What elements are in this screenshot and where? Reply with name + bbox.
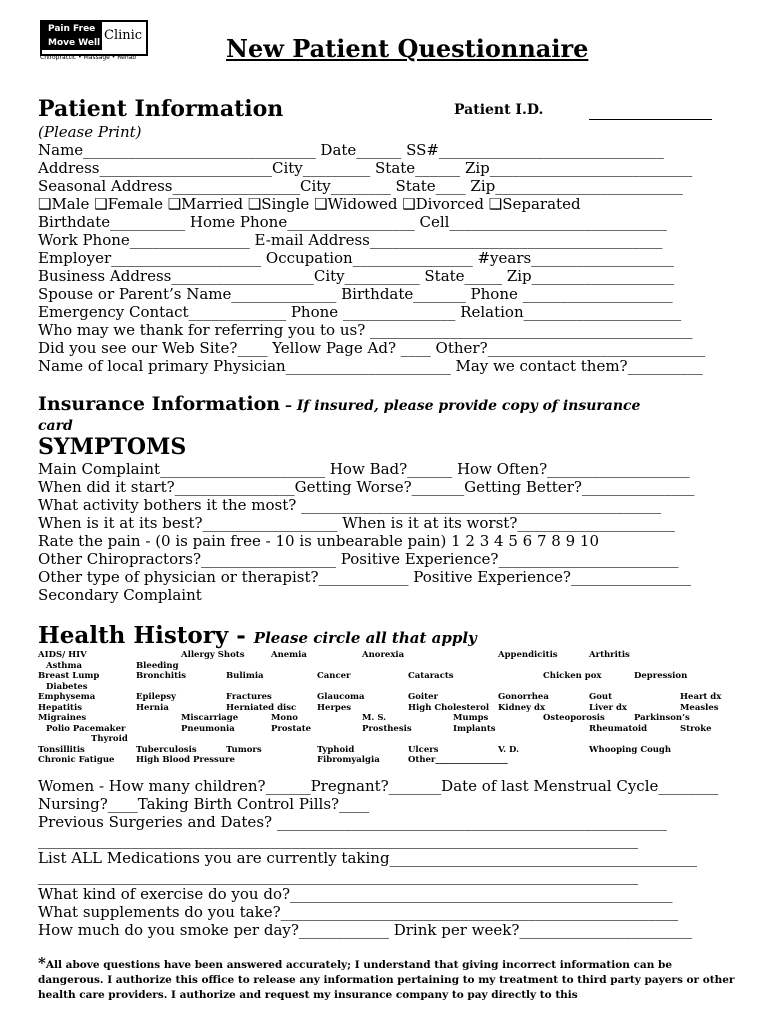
- smoke-drink-line[interactable]: How much do you smoke per day?____________ Drink per week?_______________________: [38, 921, 692, 939]
- condition-emphysema[interactable]: Emphysema: [38, 692, 96, 702]
- secondary-complaint-line[interactable]: Secondary Complaint: [38, 586, 202, 604]
- condition-mono[interactable]: Mono: [271, 713, 298, 723]
- condition-high-cholesterol[interactable]: High Cholesterol: [408, 703, 490, 713]
- other-physician-line[interactable]: Other type of physician or therapist?____________ Positive Experience?________________: [38, 568, 691, 586]
- medications-line[interactable]: List ALL Medications you are currently taking_________________________________________: [38, 849, 698, 867]
- condition-polio-pacemaker[interactable]: Polio Pacemaker: [46, 724, 126, 734]
- condition-herpes[interactable]: Herpes: [317, 703, 352, 713]
- condition-osteoporosis[interactable]: Osteoporosis: [543, 713, 605, 723]
- condition-ms[interactable]: M. S.: [362, 713, 387, 723]
- condition-pneumonia[interactable]: Pneumonia: [181, 724, 235, 734]
- women-line[interactable]: Women - How many children?______Pregnant?_______Date of last Menstrual Cycle________: [38, 777, 719, 795]
- condition-liver-dx[interactable]: Liver dx: [589, 703, 628, 713]
- business-address-line[interactable]: Business Address___________________City__________ State_____ Zip___________________: [38, 267, 675, 285]
- condition-herniated-disc[interactable]: Herniated disc: [226, 703, 297, 713]
- condition-cancer[interactable]: Cancer: [317, 671, 351, 681]
- medications-line-2[interactable]: ________________________________________________________________________________: [38, 867, 638, 885]
- exercise-line[interactable]: What kind of exercise do you do?___________________________________________________: [38, 885, 673, 903]
- condition-goiter[interactable]: Goiter: [408, 692, 438, 702]
- condition-vd[interactable]: V. D.: [498, 745, 520, 755]
- condition-cataracts[interactable]: Cataracts: [408, 671, 454, 681]
- employer-line[interactable]: Employer____________________ Occupation________________ #years___________________: [38, 249, 674, 267]
- physician-line[interactable]: Name of local primary Physician______________________ May we contact them?__________: [38, 357, 703, 375]
- health-history-title: Health History -: [38, 622, 254, 649]
- condition-prostate[interactable]: Prostate: [271, 724, 312, 734]
- condition-other[interactable]: Other_________________: [408, 755, 508, 765]
- insurance-heading: [38, 393, 640, 415]
- website-line[interactable]: Did you see our Web Site?____ Yellow Page Ad? ____ Other?_____________________________: [38, 339, 706, 357]
- condition-breast-lump[interactable]: Breast Lump: [38, 671, 100, 681]
- condition-allergy-shots[interactable]: Allergy Shots: [181, 650, 245, 660]
- condition-glaucoma[interactable]: Glaucoma: [317, 692, 365, 702]
- seasonal-address-line[interactable]: Seasonal Address_________________City________ State____ Zip_________________________: [38, 177, 683, 195]
- condition-anemia[interactable]: Anemia: [271, 650, 307, 660]
- health-history-heading: [38, 622, 477, 649]
- gender-marital-checkboxes[interactable]: ❑Male ❑Female ❑Married ❑Single ❑Widowed ❑Divorced ❑Separated: [38, 195, 581, 213]
- condition-fibromyalgia[interactable]: Fibromyalgia: [317, 755, 380, 765]
- logo-clinic: Clinic: [104, 28, 143, 43]
- pain-rating-line[interactable]: Rate the pain - (0 is pain free - 10 is unbearable pain) 1 2 3 4 5 6 7 8 9 10: [38, 532, 600, 550]
- name-line[interactable]: Name_______________________________ Date______ SS#______________________________: [38, 141, 664, 159]
- clinic-logo: [40, 20, 150, 64]
- condition-parkinsons[interactable]: Parkinson’s: [634, 713, 690, 723]
- footer-statement: All above questions have been answered accurately; I understand that giving incorrect information can be dangerous. I authorize this office to release any information pertaining to my treatment to third party payers or other health care providers. I authorize and request my insurance company to pay directly to this: [38, 959, 735, 1001]
- logo-line1: Pain Free: [48, 24, 96, 34]
- condition-chronic-fatigue[interactable]: Chronic Fatigue: [38, 755, 115, 765]
- condition-miscarriage[interactable]: Miscarriage: [181, 713, 239, 723]
- logo-line2: Move Well: [48, 38, 101, 48]
- address-line[interactable]: Address_______________________City_________ State______ Zip___________________________: [38, 159, 693, 177]
- symptoms-heading: SYMPTOMS: [38, 434, 187, 460]
- insurance-title: Insurance Information: [38, 393, 281, 415]
- logo-tagline: Chiropractic • Massage • Rehab: [40, 54, 137, 61]
- condition-arthritis[interactable]: Arthritis: [589, 650, 630, 660]
- footer-star: *: [38, 954, 46, 972]
- condition-gonorrhea[interactable]: Gonorrhea: [498, 692, 549, 702]
- condition-whooping-cough[interactable]: Whooping Cough: [589, 745, 672, 755]
- condition-anorexia[interactable]: Anorexia: [362, 650, 405, 660]
- supplements-line[interactable]: What supplements do you take?_____________________________________________________: [38, 903, 679, 921]
- condition-fractures[interactable]: Fractures: [226, 692, 272, 702]
- condition-kidney-dx[interactable]: Kidney dx: [498, 703, 546, 713]
- condition-aids[interactable]: AIDS/ HIV: [38, 650, 87, 660]
- condition-thyroid[interactable]: Thyroid: [91, 734, 128, 744]
- condition-hernia[interactable]: Hernia: [136, 703, 169, 713]
- condition-tumors[interactable]: Tumors: [226, 745, 262, 755]
- condition-bleeding[interactable]: Bleeding: [136, 661, 179, 671]
- please-print-note: (Please Print): [38, 123, 142, 141]
- authorization-text: [38, 956, 738, 1003]
- condition-depression[interactable]: Depression: [634, 671, 688, 681]
- condition-appendicitis[interactable]: Appendicitis: [498, 650, 558, 660]
- condition-rheumatoid[interactable]: Rheumatoid: [589, 724, 648, 734]
- condition-asthma[interactable]: Asthma: [46, 661, 82, 671]
- patient-id-field[interactable]: [589, 119, 712, 120]
- patient-id-label: Patient I.D.: [454, 102, 544, 118]
- page-title: New Patient Questionnaire: [226, 34, 589, 63]
- surgeries-line[interactable]: Previous Surgeries and Dates? ____________________________________________________: [38, 813, 667, 831]
- condition-chicken-pox[interactable]: Chicken pox: [543, 671, 602, 681]
- condition-implants[interactable]: Implants: [453, 724, 496, 734]
- main-complaint-line[interactable]: Main Complaint______________________ How Bad?______ How Often?___________________: [38, 460, 690, 478]
- condition-bronchitis[interactable]: Bronchitis: [136, 671, 187, 681]
- activity-line[interactable]: What activity bothers it the most? ________________________________________________: [38, 496, 662, 514]
- condition-tuberculosis[interactable]: Tuberculosis: [136, 745, 197, 755]
- condition-stroke[interactable]: Stroke: [680, 724, 712, 734]
- condition-bulimia[interactable]: Bulimia: [226, 671, 264, 681]
- best-worst-line[interactable]: When is it at its best?__________________ When is it at its worst?_____________________: [38, 514, 675, 532]
- spouse-line[interactable]: Spouse or Parent’s Name______________ Birthdate_______ Phone ____________________: [38, 285, 673, 303]
- condition-measles[interactable]: Measles: [680, 703, 719, 713]
- work-phone-line[interactable]: Work Phone________________ E-mail Address_______________________________________: [38, 231, 663, 249]
- condition-typhoid[interactable]: Typhoid: [317, 745, 355, 755]
- insurance-note-cont: card: [38, 418, 73, 434]
- condition-ulcers[interactable]: Ulcers: [408, 745, 439, 755]
- logo-block: [42, 22, 102, 50]
- health-history-sub: Please circle all that apply: [253, 629, 477, 647]
- condition-heart-dx[interactable]: Heart dx: [680, 692, 722, 702]
- condition-high-blood-pressure[interactable]: High Blood Pressure: [136, 755, 235, 765]
- birthdate-line[interactable]: Birthdate__________ Home Phone_________________ Cell_____________________________: [38, 213, 667, 231]
- nursing-line[interactable]: Nursing?____Taking Birth Control Pills?____: [38, 795, 370, 813]
- condition-migraines[interactable]: Migraines: [38, 713, 87, 723]
- start-line[interactable]: When did it start?________________Getting Worse?_______Getting Better?_______________: [38, 478, 695, 496]
- condition-hepatitis[interactable]: Hepatitis: [38, 703, 82, 713]
- condition-tonsillitis[interactable]: Tonsillitis: [38, 745, 85, 755]
- condition-prosthesis[interactable]: Prosthesis: [362, 724, 412, 734]
- condition-epilepsy[interactable]: Epilepsy: [136, 692, 176, 702]
- referral-line[interactable]: Who may we thank for referring you to us? ___________________________________________: [38, 321, 693, 339]
- condition-mumps[interactable]: Mumps: [453, 713, 489, 723]
- surgeries-line-2[interactable]: ________________________________________________________________________________: [38, 831, 638, 849]
- condition-gout[interactable]: Gout: [589, 692, 613, 702]
- patient-info-heading: Patient Information: [38, 96, 284, 122]
- condition-diabetes[interactable]: Diabetes: [46, 682, 88, 692]
- emergency-contact-line[interactable]: Emergency Contact_____________ Phone _______________ Relation_____________________: [38, 303, 682, 321]
- insurance-note: – If insured, please provide copy of insurance: [280, 398, 641, 414]
- other-chiro-line[interactable]: Other Chiropractors?__________________ Positive Experience?________________________: [38, 550, 679, 568]
